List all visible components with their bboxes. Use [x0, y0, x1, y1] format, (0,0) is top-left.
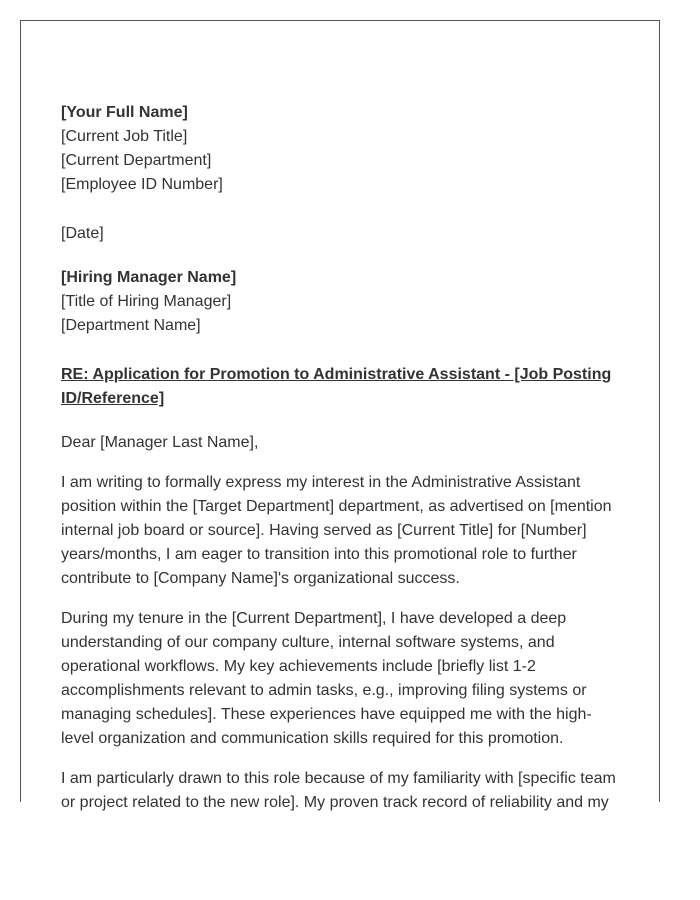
- date-block: [61, 222, 619, 246]
- recipient-block: [61, 266, 619, 338]
- body-paragraph-1: I am writing to formally express my interest in the Administrative Assistant position within the [Target Department] department, as advertised on [mention internal job board or source]. Having served as [Current Title] for [Number] years/months, I am eager to transition into this promotional role to further contribute to [Company Name]'s organizational success.: [61, 474, 612, 587]
- recipient-name: [Hiring Manager Name]: [61, 269, 237, 286]
- letter-date: [Date]: [61, 225, 104, 242]
- body-paragraph-2: During my tenure in the [Current Department], I have developed a deep understanding of our company culture, internal software systems, and operational workflows. My key achievements include [briefly list 1-2 accomplishments relevant to admin tasks, e.g., improving filing systems or managing schedules]. These experiences have equipped me with the high-level organization and communication skills required for this promotion.: [61, 610, 592, 747]
- salutation: Dear [Manager Last Name],: [61, 434, 259, 451]
- letter-content: [61, 101, 619, 815]
- subject-line: RE: Application for Promotion to Administrative Assistant - [Job Posting ID/Reference]: [61, 366, 612, 407]
- body-paragraph-3: I am particularly drawn to this role because of my familiarity with [specific team or project related to the new role]. My proven track record of reliability and my: [61, 770, 616, 811]
- sender-department: [Current Department]: [61, 152, 212, 169]
- sender-name: [Your Full Name]: [61, 104, 188, 121]
- sender-title: [Current Job Title]: [61, 128, 188, 145]
- letter-page: [20, 20, 660, 811]
- recipient-title: [Title of Hiring Manager]: [61, 293, 232, 310]
- recipient-department: [Department Name]: [61, 317, 201, 334]
- sender-block: [61, 101, 619, 197]
- sender-employee-id: [Employee ID Number]: [61, 176, 223, 193]
